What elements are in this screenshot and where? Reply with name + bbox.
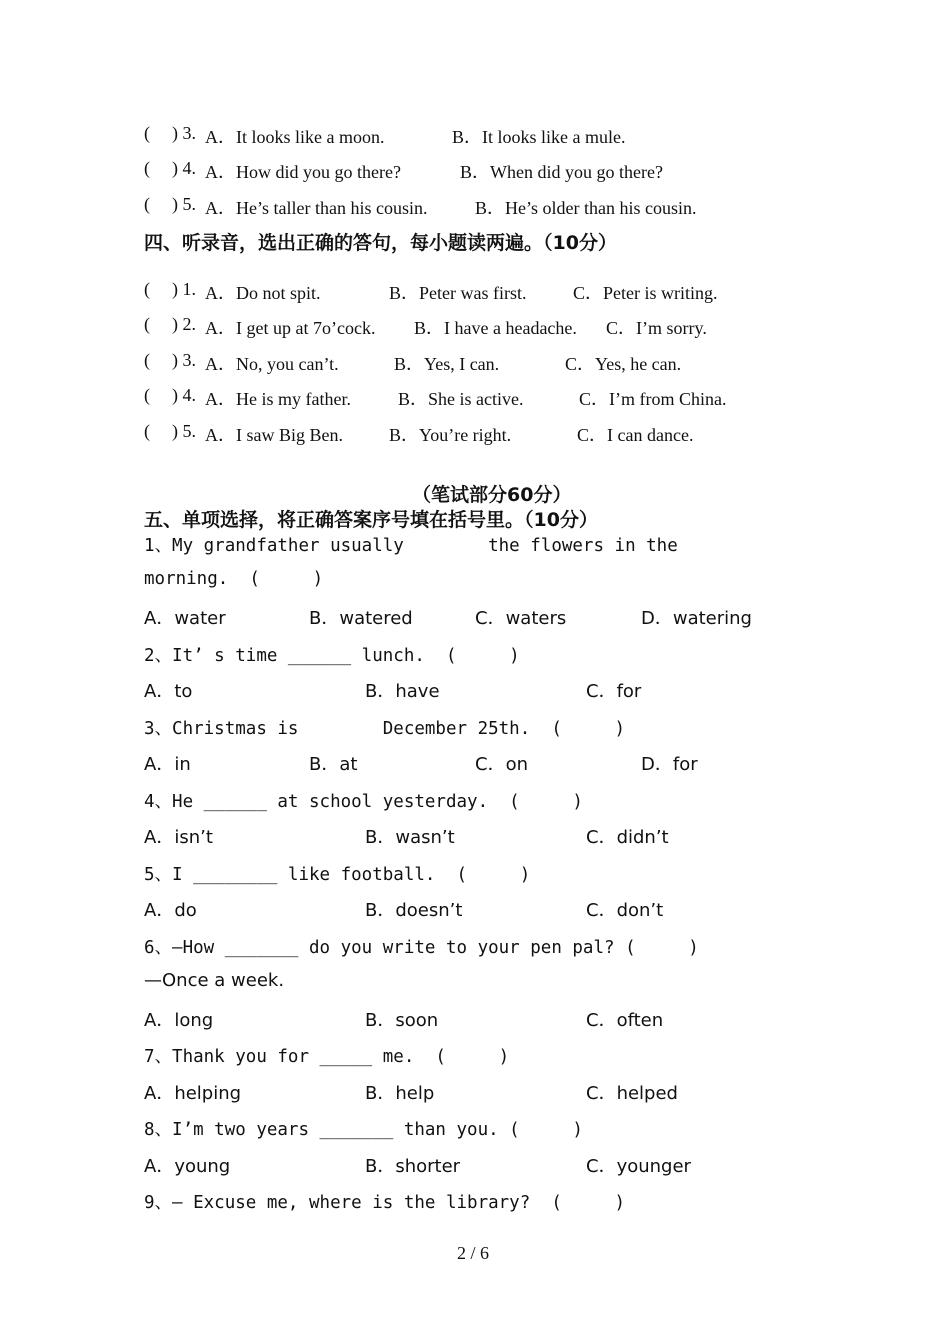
question-1-line-2: morning. ( ) <box>144 569 324 589</box>
section-5-title: 五、单项选择，将正确答案序号填在括号里。（10分） <box>144 509 598 531</box>
option-b: B．help <box>365 1083 435 1104</box>
option-c: C．helped <box>586 1083 678 1104</box>
item-number: ) 1. <box>172 279 196 299</box>
option-a: A．It looks like a moon. <box>205 127 385 147</box>
option-a: A．to <box>144 681 193 702</box>
option-a: A．do <box>144 900 197 921</box>
answer-paren-open: ( <box>144 279 150 299</box>
answer-paren-open: ( <box>144 350 150 370</box>
question-1-line-1: 1、My grandfather usually the flowers in the <box>144 536 678 556</box>
option-a: A．water <box>144 608 226 629</box>
option-a: A．young <box>144 1156 231 1177</box>
option-a: A．isn’t <box>144 827 213 848</box>
option-b: B．It looks like a mule. <box>452 127 626 147</box>
option-b: B．I have a headache. <box>414 318 577 338</box>
option-b: B．watered <box>309 608 413 629</box>
question-7: 7、Thank you for _____ me. ( ) <box>144 1047 510 1067</box>
option-a: A．I saw Big Ben. <box>205 425 343 445</box>
item-number: ) 5. <box>172 194 196 214</box>
option-b: B．have <box>365 681 440 702</box>
item-number: ) 5. <box>172 421 196 441</box>
written-part-title: （笔试部分60分） <box>412 484 572 506</box>
page-number: 2 / 6 <box>457 1243 490 1263</box>
option-a: A．in <box>144 754 191 775</box>
option-b: B．He’s older than his cousin. <box>475 198 697 218</box>
option-b: B．at <box>309 754 358 775</box>
option-b: B．You’re right. <box>389 425 512 445</box>
option-c: C．I’m from China. <box>579 389 727 409</box>
option-c: C．don’t <box>586 900 664 921</box>
item-number: ) 3. <box>172 350 196 370</box>
answer-paren-open: ( <box>144 385 150 405</box>
question-8: 8、I’m two years _______ than you. ( ) <box>144 1120 583 1140</box>
option-b: B．Peter was first. <box>389 283 527 303</box>
option-c: C．Yes, he can. <box>565 354 682 374</box>
option-d: D．for <box>641 754 698 775</box>
question-3: 3、Christmas is December 25th. ( ) <box>144 719 626 739</box>
option-a: A．Do not spit. <box>205 283 321 303</box>
option-b: B．When did you go there? <box>460 162 663 182</box>
answer-paren-open: ( <box>144 123 150 143</box>
option-c: C．on <box>475 754 528 775</box>
option-c: C．I’m sorry. <box>606 318 707 338</box>
item-number: ) 2. <box>172 314 196 334</box>
option-a: A．How did you go there? <box>205 162 401 182</box>
option-d: D．watering <box>641 608 752 629</box>
option-a: A．long <box>144 1010 214 1031</box>
option-b: B．wasn’t <box>365 827 455 848</box>
option-c: C．didn’t <box>586 827 669 848</box>
section-4-title: 四、听录音，选出正确的答句，每小题读两遍。（10分） <box>144 232 617 254</box>
option-b: B．shorter <box>365 1156 461 1177</box>
option-b: B．doesn’t <box>365 900 463 921</box>
option-c: C．Peter is writing. <box>573 283 718 303</box>
answer-paren-open: ( <box>144 194 150 214</box>
answer-paren-open: ( <box>144 421 150 441</box>
item-number: ) 3. <box>172 123 196 143</box>
option-c: C．waters <box>475 608 567 629</box>
item-number: ) 4. <box>172 158 196 178</box>
option-a: A．I get up at 7o’cock. <box>205 318 376 338</box>
option-b: B．She is active. <box>398 389 524 409</box>
question-6: 6、—How _______ do you write to your pen pal? ( ) <box>144 938 699 958</box>
question-5: 5、I ________ like football. ( ) <box>144 865 531 885</box>
question-2: 2、It’ s time ______ lunch. ( ) <box>144 646 520 666</box>
option-a: A．He’s taller than his cousin. <box>205 198 428 218</box>
question-6-answer: —Once a week. <box>144 970 285 991</box>
option-a: A．No, you can’t. <box>205 354 339 374</box>
option-c: C．for <box>586 681 642 702</box>
question-9: 9、— Excuse me, where is the library? ( ) <box>144 1193 626 1213</box>
option-c: C．I can dance. <box>577 425 694 445</box>
option-b: B．soon <box>365 1010 439 1031</box>
answer-paren-open: ( <box>144 314 150 334</box>
option-a: A．helping <box>144 1083 242 1104</box>
option-b: B．Yes, I can. <box>394 354 500 374</box>
question-4: 4、He ______ at school yesterday. ( ) <box>144 792 583 812</box>
option-c: C．often <box>586 1010 664 1031</box>
option-a: A．He is my father. <box>205 389 351 409</box>
option-c: C．younger <box>586 1156 691 1177</box>
item-number: ) 4. <box>172 385 196 405</box>
answer-paren-open: ( <box>144 158 150 178</box>
